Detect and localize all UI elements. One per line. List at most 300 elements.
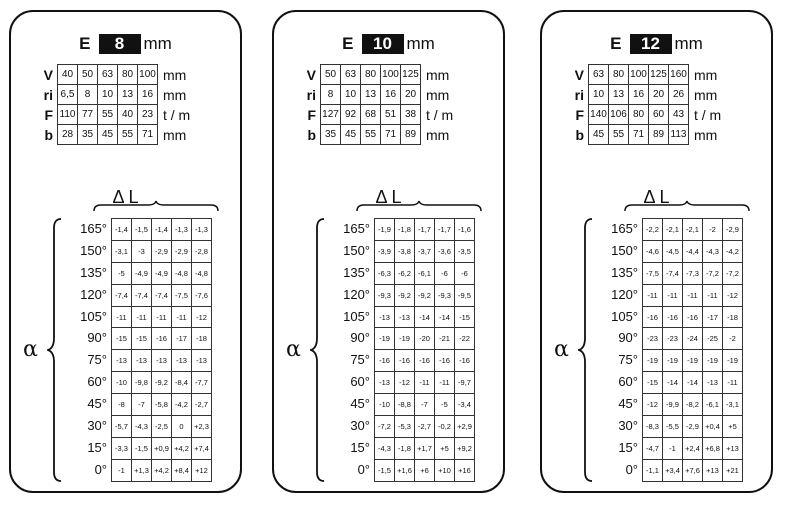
spec-cell: 71 bbox=[629, 125, 649, 145]
spec-cell: 100 bbox=[381, 65, 401, 85]
delta-l-cell: -7,2 bbox=[703, 262, 723, 284]
spec-row-unit: mm bbox=[694, 66, 718, 83]
spec-row bbox=[294, 105, 460, 125]
delta-l-cell: -13 bbox=[112, 350, 132, 372]
delta-l-cell: -14 bbox=[683, 372, 703, 394]
delta-l-cell: -6 bbox=[455, 262, 475, 284]
delta-l-cell: -5 bbox=[112, 262, 132, 284]
table-row bbox=[375, 219, 475, 241]
table-row bbox=[643, 219, 743, 241]
delta-l-cell: +10 bbox=[435, 459, 455, 481]
spec-cell: 8 bbox=[321, 85, 341, 105]
delta-l-cell: -11 bbox=[172, 306, 192, 328]
spec-cell: 100 bbox=[629, 65, 649, 85]
angle-label: 135° bbox=[343, 264, 370, 280]
delta-l-cell: -2,9 bbox=[723, 219, 743, 241]
delta-l-cell: +6,8 bbox=[703, 437, 723, 459]
delta-l-cell: -9,8 bbox=[132, 372, 152, 394]
spec-cell: 55 bbox=[98, 105, 118, 125]
delta-l-cell: -1,7 bbox=[435, 219, 455, 241]
delta-l-cell: +4,2 bbox=[172, 437, 192, 459]
spec-cell: 125 bbox=[401, 65, 421, 85]
spec-row-unit: t / m bbox=[694, 106, 722, 123]
delta-l-cell: -1,1 bbox=[643, 459, 663, 481]
spec-cell: 60 bbox=[649, 105, 669, 125]
spec-cell: 45 bbox=[98, 125, 118, 145]
delta-l-cell: -11 bbox=[643, 284, 663, 306]
spec-cell: 45 bbox=[589, 125, 609, 145]
angle-label: 105° bbox=[80, 308, 107, 324]
delta-l-cell: -1 bbox=[112, 459, 132, 481]
delta-l-cell: -13 bbox=[703, 372, 723, 394]
spec-cell: 106 bbox=[609, 105, 629, 125]
delta-l-cell: -13 bbox=[395, 306, 415, 328]
delta-l-cell: -16 bbox=[395, 350, 415, 372]
delta-l-cell: -11 bbox=[663, 284, 683, 306]
delta-l-cell: +1,3 bbox=[132, 459, 152, 481]
delta-l-cell: -8 bbox=[112, 394, 132, 416]
delta-l-cell: -1,4 bbox=[112, 219, 132, 241]
delta-l-cell: -4,2 bbox=[723, 240, 743, 262]
alpha-brace-icon bbox=[310, 218, 326, 482]
delta-l-cell: -8,3 bbox=[643, 416, 663, 438]
angle-label: 105° bbox=[611, 308, 638, 324]
spec-cell: 20 bbox=[649, 85, 669, 105]
angle-label: 60° bbox=[350, 374, 370, 390]
angle-label: 30° bbox=[350, 418, 370, 434]
delta-l-cell: +1,6 bbox=[395, 459, 415, 481]
delta-l-cell: 0 bbox=[172, 416, 192, 438]
delta-l-cell: -9,2 bbox=[415, 284, 435, 306]
spec-cell: 68 bbox=[361, 105, 381, 125]
delta-l-cell: -1,5 bbox=[132, 437, 152, 459]
spec-row-label: F bbox=[575, 106, 584, 123]
thickness-value: 8 bbox=[99, 34, 141, 54]
angle-column bbox=[330, 218, 370, 481]
spec-cell: 26 bbox=[669, 85, 689, 105]
delta-l-table bbox=[374, 218, 475, 482]
spec-cell: 45 bbox=[341, 125, 361, 145]
angle-label: 30° bbox=[87, 418, 107, 434]
spec-row bbox=[562, 105, 728, 125]
delta-l-cell: -7,4 bbox=[663, 262, 683, 284]
spec-cell: 35 bbox=[78, 125, 98, 145]
spec-cell: 80 bbox=[609, 65, 629, 85]
spec-cell: 113 bbox=[669, 125, 689, 145]
delta-l-cell: -20 bbox=[415, 328, 435, 350]
angle-label: 45° bbox=[618, 396, 638, 412]
delta-l-cell: -4,8 bbox=[172, 262, 192, 284]
delta-l-cell: -1,5 bbox=[375, 459, 395, 481]
angle-label: 15° bbox=[87, 439, 107, 455]
delta-l-cell: -11 bbox=[112, 306, 132, 328]
angle-label: 0° bbox=[357, 461, 370, 477]
spec-cell: 6,5 bbox=[58, 85, 78, 105]
delta-l-cell: -2,7 bbox=[192, 394, 212, 416]
delta-l-cell: +13 bbox=[723, 437, 743, 459]
table-row bbox=[112, 437, 212, 459]
alpha-brace-icon bbox=[47, 218, 63, 482]
spec-cell: 127 bbox=[321, 105, 341, 125]
spec-cell: 71 bbox=[138, 125, 158, 145]
table-row bbox=[375, 262, 475, 284]
delta-l-cell: -4,3 bbox=[375, 437, 395, 459]
delta-l-cell: -4,2 bbox=[172, 394, 192, 416]
spec-cell: 28 bbox=[58, 125, 78, 145]
delta-l-cell: -8,4 bbox=[172, 372, 192, 394]
delta-l-cell: -5 bbox=[435, 394, 455, 416]
delta-l-cell: -16 bbox=[435, 350, 455, 372]
delta-l-cell: -3,6 bbox=[435, 240, 455, 262]
spec-cell: 55 bbox=[118, 125, 138, 145]
table-row bbox=[643, 437, 743, 459]
table-row bbox=[375, 372, 475, 394]
delta-l-cell: -6,1 bbox=[703, 394, 723, 416]
spec-cell: 16 bbox=[381, 85, 401, 105]
spec-cell: 13 bbox=[361, 85, 381, 105]
delta-l-cell: +16 bbox=[455, 459, 475, 481]
delta-l-cell: -2,2 bbox=[643, 219, 663, 241]
delta-l-cell: -5,7 bbox=[112, 416, 132, 438]
table-row bbox=[643, 284, 743, 306]
spec-cell: 23 bbox=[138, 105, 158, 125]
delta-l-table bbox=[642, 218, 743, 482]
delta-l-cell: +4,2 bbox=[152, 459, 172, 481]
alpha-label: α bbox=[286, 337, 301, 362]
spec-row-unit: mm bbox=[426, 126, 450, 143]
delta-l-cell: -5,8 bbox=[152, 394, 172, 416]
angle-label: 165° bbox=[80, 221, 107, 236]
angle-label: 150° bbox=[611, 242, 638, 258]
delta-l-cell: -7 bbox=[132, 394, 152, 416]
spec-row-label: ri bbox=[43, 86, 53, 103]
spec-cell: 10 bbox=[341, 85, 361, 105]
table-row bbox=[375, 459, 475, 481]
angle-label: 60° bbox=[87, 374, 107, 390]
spec-cell: 100 bbox=[138, 65, 158, 85]
table-row bbox=[643, 372, 743, 394]
thickness-label: E bbox=[342, 34, 354, 53]
delta-l-cell: -4,6 bbox=[643, 240, 663, 262]
angle-label: 150° bbox=[80, 242, 107, 258]
delta-l-cell: +5 bbox=[723, 416, 743, 438]
spec-row-unit: mm bbox=[426, 66, 450, 83]
delta-l-cell: -7,4 bbox=[132, 284, 152, 306]
spec-cell: 89 bbox=[401, 125, 421, 145]
thickness-unit: mm bbox=[406, 34, 435, 53]
angle-label: 165° bbox=[343, 221, 370, 236]
angle-label: 90° bbox=[618, 330, 638, 346]
spec-card bbox=[540, 10, 773, 493]
table-row bbox=[375, 306, 475, 328]
delta-l-cell: -7,4 bbox=[112, 284, 132, 306]
delta-l-cell: -15 bbox=[455, 306, 475, 328]
delta-l-cell: -1,8 bbox=[395, 437, 415, 459]
spec-row-unit: mm bbox=[694, 86, 718, 103]
spec-cell: 20 bbox=[401, 85, 421, 105]
delta-l-cell: -4,7 bbox=[643, 437, 663, 459]
spec-cell: 63 bbox=[589, 65, 609, 85]
delta-l-cell: -4,9 bbox=[132, 262, 152, 284]
table-row bbox=[375, 350, 475, 372]
spec-row-unit: mm bbox=[163, 66, 187, 83]
delta-l-cell: -4,3 bbox=[703, 240, 723, 262]
spec-row-label: V bbox=[306, 66, 316, 83]
delta-l-cell: -1 bbox=[663, 437, 683, 459]
table-row bbox=[112, 262, 212, 284]
table-row bbox=[643, 350, 743, 372]
spec-row-label: b bbox=[44, 126, 53, 143]
spec-cell: 40 bbox=[58, 65, 78, 85]
delta-l-label: Δ L bbox=[375, 187, 402, 207]
spec-cell: 77 bbox=[78, 105, 98, 125]
angle-label: 0° bbox=[94, 461, 107, 477]
table-row bbox=[112, 394, 212, 416]
spec-table bbox=[31, 64, 197, 145]
angle-label: 30° bbox=[618, 418, 638, 434]
delta-l-cell: -22 bbox=[455, 328, 475, 350]
delta-l-cell: -17 bbox=[172, 328, 192, 350]
spec-cell: 40 bbox=[118, 105, 138, 125]
spec-cell: 71 bbox=[381, 125, 401, 145]
delta-l-cell: -9,9 bbox=[663, 394, 683, 416]
delta-l-brace-icon bbox=[356, 200, 482, 212]
spec-cell: 13 bbox=[609, 85, 629, 105]
angle-column bbox=[67, 218, 107, 481]
table-row bbox=[112, 328, 212, 350]
delta-l-cell: -13 bbox=[172, 350, 192, 372]
delta-l-cell: -16 bbox=[455, 350, 475, 372]
delta-l-cell: -2,1 bbox=[663, 219, 683, 241]
angle-label: 60° bbox=[618, 374, 638, 390]
delta-l-cell: +0,4 bbox=[703, 416, 723, 438]
delta-l-cell: -13 bbox=[132, 350, 152, 372]
angle-label: 90° bbox=[350, 330, 370, 346]
delta-l-cell: -4,3 bbox=[132, 416, 152, 438]
delta-l-cell: -1,6 bbox=[455, 219, 475, 241]
spec-cell: 80 bbox=[118, 65, 138, 85]
delta-l-cell: -3,7 bbox=[415, 240, 435, 262]
delta-l-cell: +3,4 bbox=[663, 459, 683, 481]
spec-row-unit: mm bbox=[426, 86, 450, 103]
delta-l-cell: +7,6 bbox=[683, 459, 703, 481]
delta-l-cell: -3,8 bbox=[395, 240, 415, 262]
delta-l-cell: -8,2 bbox=[683, 394, 703, 416]
spec-card bbox=[9, 10, 242, 493]
spec-cell: 55 bbox=[609, 125, 629, 145]
delta-l-cell: -9,2 bbox=[152, 372, 172, 394]
spec-row bbox=[31, 125, 197, 145]
table-row bbox=[112, 219, 212, 241]
delta-l-cell: -13 bbox=[152, 350, 172, 372]
spec-cell: 43 bbox=[669, 105, 689, 125]
delta-l-cell: -24 bbox=[683, 328, 703, 350]
delta-l-cell: -15 bbox=[643, 372, 663, 394]
delta-l-cell: -7,6 bbox=[192, 284, 212, 306]
spec-row bbox=[294, 65, 460, 85]
spec-row-unit: t / m bbox=[426, 106, 454, 123]
delta-l-cell: +2,4 bbox=[683, 437, 703, 459]
angle-label: 120° bbox=[80, 286, 107, 302]
table-row bbox=[112, 372, 212, 394]
delta-l-cell: -19 bbox=[663, 350, 683, 372]
spec-row-label: ri bbox=[306, 86, 316, 103]
spec-table-grid bbox=[31, 64, 197, 145]
delta-l-cell: -4,4 bbox=[683, 240, 703, 262]
delta-l-cell: -1,5 bbox=[132, 219, 152, 241]
delta-l-cell: -21 bbox=[435, 328, 455, 350]
spec-cell: 13 bbox=[118, 85, 138, 105]
spec-cell: 160 bbox=[669, 65, 689, 85]
delta-l-cell: -16 bbox=[683, 306, 703, 328]
spec-table-grid bbox=[562, 64, 728, 145]
thickness-header bbox=[542, 34, 771, 54]
spec-card bbox=[272, 10, 505, 493]
thickness-header bbox=[274, 34, 503, 54]
delta-l-cell: -2,9 bbox=[152, 240, 172, 262]
delta-l-cell: +1,7 bbox=[415, 437, 435, 459]
delta-l-cell: -11 bbox=[683, 284, 703, 306]
delta-l-cell: -2,9 bbox=[683, 416, 703, 438]
delta-l-cell: -7,2 bbox=[375, 416, 395, 438]
delta-l-cell: -15 bbox=[132, 328, 152, 350]
angle-label: 120° bbox=[611, 286, 638, 302]
delta-l-cell: -2,5 bbox=[152, 416, 172, 438]
delta-l-cell: -1,3 bbox=[172, 219, 192, 241]
delta-l-cell: -16 bbox=[152, 328, 172, 350]
spec-row-label: b bbox=[575, 126, 584, 143]
delta-l-cell: -4,5 bbox=[663, 240, 683, 262]
delta-l-cell: -9,5 bbox=[455, 284, 475, 306]
thickness-value: 10 bbox=[362, 34, 404, 54]
delta-l-cell: -6 bbox=[435, 262, 455, 284]
angle-label: 135° bbox=[611, 264, 638, 280]
delta-l-cell: -15 bbox=[112, 328, 132, 350]
spec-row-label: V bbox=[574, 66, 584, 83]
spec-row-unit: t / m bbox=[163, 106, 191, 123]
delta-l-cell: -14 bbox=[415, 306, 435, 328]
table-row bbox=[643, 459, 743, 481]
spec-row-unit: mm bbox=[163, 126, 187, 143]
table-row bbox=[643, 394, 743, 416]
spec-cell: 10 bbox=[589, 85, 609, 105]
delta-l-cell: -16 bbox=[643, 306, 663, 328]
angle-label: 75° bbox=[350, 352, 370, 368]
delta-l-cell: -7 bbox=[415, 394, 435, 416]
angle-label: 15° bbox=[618, 439, 638, 455]
delta-l-cell: -7,5 bbox=[172, 284, 192, 306]
spec-row-label: V bbox=[43, 66, 53, 83]
delta-l-cell: -11 bbox=[723, 372, 743, 394]
delta-l-table bbox=[111, 218, 212, 482]
delta-l-cell: -13 bbox=[375, 372, 395, 394]
delta-l-cell: -23 bbox=[643, 328, 663, 350]
delta-l-cell: -7,4 bbox=[152, 284, 172, 306]
delta-l-cell: -3 bbox=[132, 240, 152, 262]
table-row bbox=[643, 306, 743, 328]
delta-l-cell: -3,4 bbox=[455, 394, 475, 416]
delta-l-cell: -1,8 bbox=[395, 219, 415, 241]
spec-cell: 50 bbox=[78, 65, 98, 85]
spec-cell: 92 bbox=[341, 105, 361, 125]
angle-label: 105° bbox=[343, 308, 370, 324]
delta-l-label: Δ L bbox=[112, 187, 139, 207]
spec-row-label: F bbox=[307, 106, 316, 123]
spec-row-label: F bbox=[44, 106, 53, 123]
table-row bbox=[375, 416, 475, 438]
delta-l-cell: -13 bbox=[375, 306, 395, 328]
delta-l-cell: -16 bbox=[663, 306, 683, 328]
thickness-unit: mm bbox=[674, 34, 703, 53]
alpha-label: α bbox=[554, 337, 569, 362]
thickness-label: E bbox=[79, 34, 91, 53]
delta-l-cell: -9,3 bbox=[375, 284, 395, 306]
delta-l-cell: -0,2 bbox=[435, 416, 455, 438]
spec-cell: 63 bbox=[341, 65, 361, 85]
angle-label: 75° bbox=[87, 352, 107, 368]
delta-l-cell: -8,8 bbox=[395, 394, 415, 416]
delta-l-cell: -7,3 bbox=[683, 262, 703, 284]
delta-l-cell: -3,3 bbox=[112, 437, 132, 459]
delta-l-cell: +6 bbox=[415, 459, 435, 481]
table-row bbox=[643, 262, 743, 284]
table-row bbox=[112, 459, 212, 481]
spec-row-unit: mm bbox=[694, 126, 718, 143]
spec-cell: 55 bbox=[361, 125, 381, 145]
delta-l-cell: -11 bbox=[152, 306, 172, 328]
delta-l-cell: -5,3 bbox=[395, 416, 415, 438]
delta-l-cell: +9,2 bbox=[455, 437, 475, 459]
delta-l-cell: -3,1 bbox=[723, 394, 743, 416]
delta-l-cell: -10 bbox=[375, 394, 395, 416]
spec-table-grid bbox=[294, 64, 460, 145]
delta-l-cell: +2,3 bbox=[192, 416, 212, 438]
delta-l-cell: +2,9 bbox=[455, 416, 475, 438]
angle-label: 15° bbox=[350, 439, 370, 455]
angle-label: 120° bbox=[343, 286, 370, 302]
angle-label: 45° bbox=[87, 396, 107, 412]
delta-l-brace-icon bbox=[93, 200, 219, 212]
delta-l-cell: -1,3 bbox=[192, 219, 212, 241]
thickness-unit: mm bbox=[143, 34, 172, 53]
delta-l-cell: -12 bbox=[643, 394, 663, 416]
alpha-brace-icon bbox=[578, 218, 594, 482]
angle-label: 0° bbox=[625, 461, 638, 477]
delta-l-brace-icon bbox=[624, 200, 750, 212]
angle-label: 45° bbox=[350, 396, 370, 412]
table-row bbox=[375, 284, 475, 306]
delta-l-cell: -1,9 bbox=[375, 219, 395, 241]
delta-l-cell: -5,5 bbox=[663, 416, 683, 438]
delta-l-cell: -3,9 bbox=[375, 240, 395, 262]
delta-l-cell: -9,3 bbox=[435, 284, 455, 306]
delta-l-cell: -7,7 bbox=[192, 372, 212, 394]
delta-l-cell: -25 bbox=[703, 328, 723, 350]
spec-cell: 35 bbox=[321, 125, 341, 145]
angle-label: 135° bbox=[80, 264, 107, 280]
spec-cell: 51 bbox=[381, 105, 401, 125]
spec-cell: 16 bbox=[138, 85, 158, 105]
delta-l-cell: -11 bbox=[415, 372, 435, 394]
alpha-label: α bbox=[23, 337, 38, 362]
spec-cell: 80 bbox=[361, 65, 381, 85]
delta-l-cell: -19 bbox=[395, 328, 415, 350]
delta-l-cell: -11 bbox=[703, 284, 723, 306]
table-row bbox=[112, 350, 212, 372]
delta-l-cell: -17 bbox=[703, 306, 723, 328]
thickness-label: E bbox=[610, 34, 622, 53]
delta-l-cell: -6,3 bbox=[375, 262, 395, 284]
